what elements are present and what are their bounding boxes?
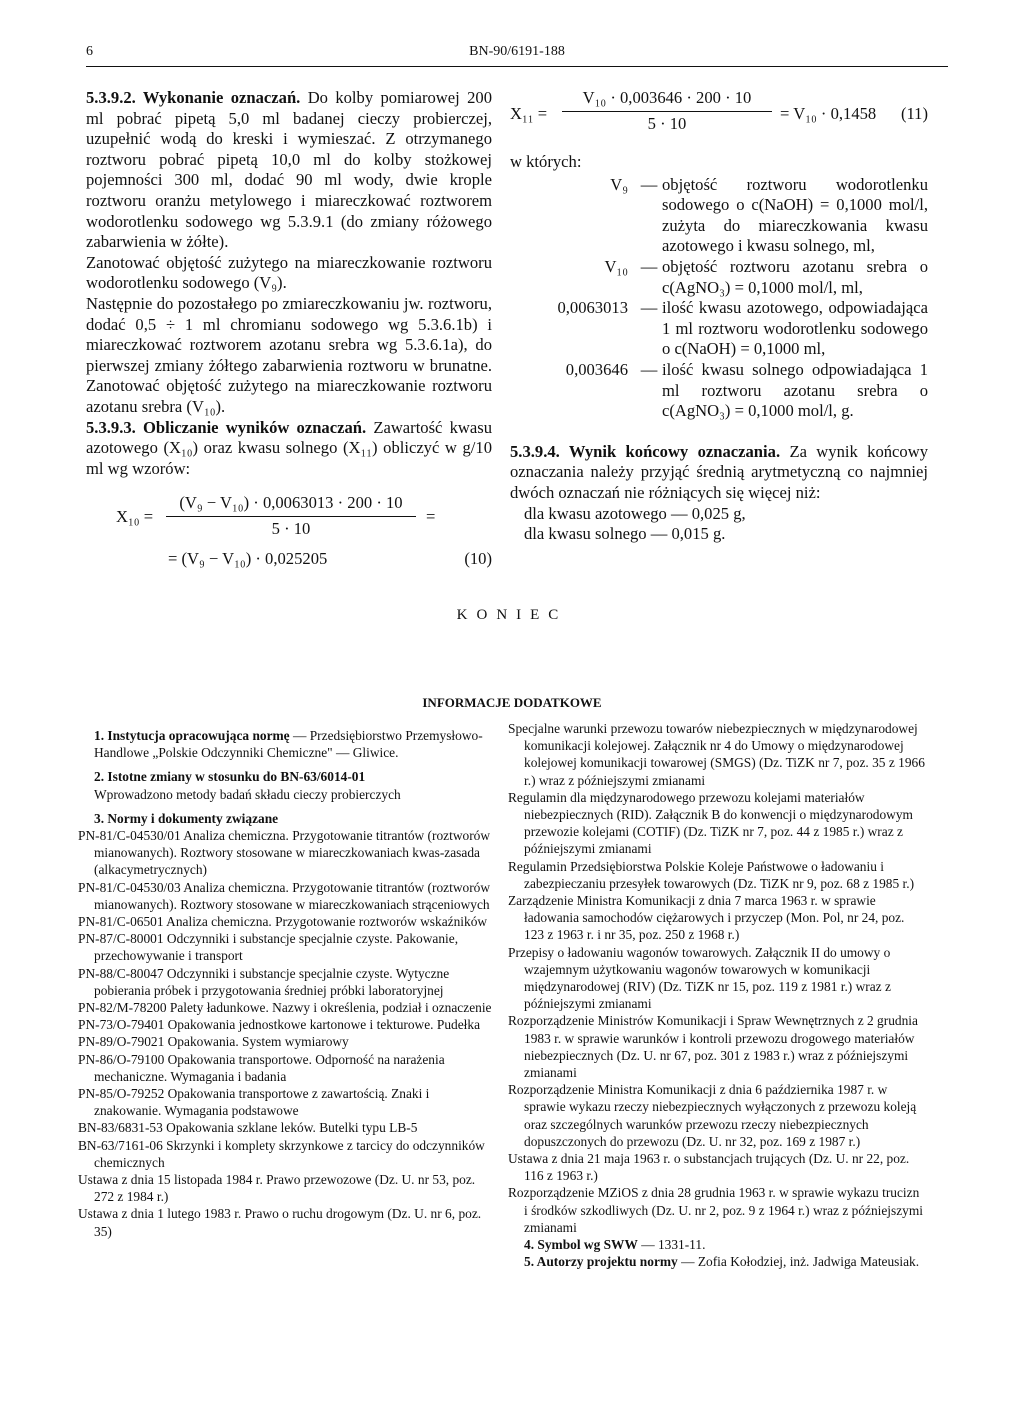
related-documents-right xyxy=(508,720,926,1236)
list-item: Ustawa z dnia 1 lutego 1983 r. Prawo o ruchu drogowym (Dz. U. nr 6, poz. 35) xyxy=(78,1206,482,1239)
list-item: PN-82/M-78200 Palety ładunkowe. Nazwy i określenia, podział i oznaczenie xyxy=(78,1000,492,1016)
left-column xyxy=(86,88,492,573)
related-documents-left xyxy=(78,827,496,1240)
list-item: PN-88/C-80047 Odczynniki i substancje specjalnie czyste. Wytyczne pobierania próbek i przygotowania średniej próbki laboratoryjnej xyxy=(78,965,450,998)
list-item: Rozporządzenie Ministrów Komunikacji i Spraw Wewnętrznych z 2 grudnia 1983 r. w sprawie warunków i kontroli przewozu drogowego materiałów niebezpiecznych (Dz. U. nr 67, poz. 301 z 1983 r.) wraz z późniejszymi zmianami xyxy=(508,1013,918,1081)
formula-10-equals: = xyxy=(426,507,436,527)
formula-11-denominator: 5 · 10 xyxy=(647,113,687,133)
list-item: PN-81/C-04530/03 Analiza chemiczna. Przygotowanie titrantów (roztworów mianowanych). Roztwory stosowane w miareczkowaniach strąceniowych xyxy=(78,879,491,912)
formula-10-numerator: (V₉ − V₁₀) · 0,0063013 · 200 · 10 xyxy=(166,493,416,517)
info-heading: INFORMACJE DODATKOWE xyxy=(422,695,602,710)
limit-nitric: dla kwasu azotowego — 0,025 g, xyxy=(524,503,746,523)
variable-description: ilość kwasu solnego odpowiadająca 1 ml roztworu azotanu srebra o c(AgNO₃) = 0,1000 mol/l, g. xyxy=(662,359,928,421)
document-code: BN-90/6191-188 xyxy=(469,44,565,59)
right-column xyxy=(510,88,928,545)
variable-row xyxy=(510,360,928,422)
info-item-3-title xyxy=(78,810,496,827)
paragraph-v10: Następnie do pozostałego po zmiareczkowaniu jw. roztworu, dodać 0,5 ÷ 1 ml chromianu sodowego wg 5.3.6.1b) i miareczkować roztworem azotanu srebra wg 5.3.6.1a), do pierwszej zmiany żółtego zabarwienia roztworu w brunatne. Zanotować objętość zużytego na miareczkowanie roztworu azotanu srebra (V₁₀). xyxy=(86,293,492,416)
list-item: Regulamin Przedsiębiorstwa Polskie Koleje Państwowe o ładowaniu i zabezpieczaniu przesyłek towarowych (Dz. TiZK nr 9, poz. 68 z 1985 r.) xyxy=(508,858,915,891)
page-header xyxy=(86,42,948,67)
section-5393-title: 5.3.9.3. Obliczanie wyników oznaczań. xyxy=(86,417,367,437)
section-5393 xyxy=(86,418,492,480)
list-item: Zarządzenie Ministra Komunikacji z dnia 7 marca 1963 r. w sprawie ładowania samochodów ciężarowych i przyczep (Mon. Pol, nr 24, poz. 123 z 1963 r. i nr 35, poz. 250 z 1968 r.) xyxy=(508,893,905,943)
list-item: PN-87/C-80001 Odczynniki i substancje specjalnie czyste. Pakowanie, przechowywanie i transport xyxy=(78,931,459,964)
formula-10-lhs: X₁₀ = xyxy=(116,507,154,527)
list-item: PN-86/O-79100 Opakowania transportowe. Odporność na narażenia mechaniczne. Wymagania i badania xyxy=(78,1051,445,1084)
info-item-2-title: 2. Istotne zmiany w stosunku do BN-63/6014-01 xyxy=(94,769,366,785)
section-5394 xyxy=(510,442,928,504)
page-number: 6 xyxy=(86,44,93,59)
list-item: Przepisy o ładowaniu wagonów towarowych. Załącznik II do umowy o wzajemnym użytkowaniu wagonów towarowych w komunikacji międzynarodowej (RIV) (Dz. TiZK nr 15, poz. 119 z 1981 r.) wraz z późniejszymi zmianami xyxy=(508,944,891,1012)
variable-row xyxy=(510,257,928,298)
section-5393-text: Zawartość kwasu azotowego (X₁₀) oraz kwasu solnego (X₁₁) obliczyć w g/10 ml wg wzorów: xyxy=(86,417,492,478)
info-item-1-text: — Przedsiębiorstwo Przemysłowo-Handlowe „Polskie Odczynniki Chemiczne" — Gliwice. xyxy=(94,728,483,761)
end-marker: KONIEC xyxy=(456,607,568,623)
formula-11 xyxy=(510,88,928,140)
section-5392-text: Do kolby pomiarowej 200 ml pobrać pipetą 5,0 ml badanej cieczy probierczej, uzupełnić wodą do kreski i wymieszać. Z otrzymanego roztworu pobrać pipetą 10,0 ml do kolby stożkowej pojemności 300 ml, dodać 90 ml wody, dwie krople roztworu oranżu metylowego i miareczkować roztworem wodorotlenku sodowego wg 5.3.9.1 (do zmiany różowego zabarwienia w żółte). xyxy=(86,88,492,252)
variable-description: ilość kwasu azotowego, odpowiadająca 1 ml roztworu wodorotlenku sodowego o c(NaOH) = 0,1000 ml, xyxy=(662,298,928,359)
formula-11-tag: (11) xyxy=(900,104,928,123)
where-label: w których: xyxy=(510,152,582,171)
list-item: PN-89/O-79021 Opakowania. System wymiarowy xyxy=(78,1034,349,1050)
paragraph-v9: Zanotować objętość zużytego na miareczkowanie roztworu wodorotlenku sodowego (V₉). xyxy=(86,252,492,293)
variable-symbol: V₉ xyxy=(610,174,628,194)
list-item: BN-83/6831-53 Opakowania szklane leków. Butelki typu LB-5 xyxy=(78,1120,418,1136)
variable-dash: — xyxy=(640,359,658,379)
formula-11-fraction xyxy=(562,88,772,134)
info-item-2 xyxy=(78,768,496,802)
formula-10-tag: (10) xyxy=(464,549,492,569)
list-item: BN-63/7161-06 Skrzynki i komplety skrzynkowe z tarcicy do odczynników chemicznych xyxy=(78,1137,485,1170)
limit-hydrochloric: dla kwasu solnego — 0,015 g. xyxy=(524,524,726,544)
variable-symbol: V₁₀ xyxy=(604,256,628,276)
list-item: Specjalne warunki przewozu towarów niebezpiecznych w międzynarodowej komunikacji kolejowej. Załącznik nr 4 do Umowy o międzynarodowej kolejowej komunikacji towarowej (SMGS) (Dz. TiZK nr 7, poz. 35 z 1966 r.) wraz z późniejszymi zmianami xyxy=(508,721,925,788)
info-right-column xyxy=(508,720,926,1271)
list-item: Rozporządzenie MZiOS z dnia 28 grudnia 1963 r. w sprawie wykazu trucizn i środków szkodliwych (Dz. U. nr 2, poz. 9 z 1964 r.) wraz z późniejszymi zmianami xyxy=(508,1185,924,1235)
info-item-4-text: — 1331-11. xyxy=(641,1237,706,1253)
variable-row xyxy=(510,298,928,360)
info-item-3-heading: 3. Normy i dokumenty związane xyxy=(94,810,279,826)
list-item: Regulamin dla międzynarodowego przewozu kolejami materiałów niebezpiecznych (RID). Załącznik B do konwencji o międzynarodowym przewozie kolejami (COTIF) (Dz. TiZK nr 7, poz. 44 z 1985 r.) wraz z późniejszymi zmianami xyxy=(508,789,913,857)
formula-10 xyxy=(86,493,492,541)
section-5392 xyxy=(86,88,492,253)
formula-10-line2 xyxy=(86,549,492,573)
formula-10-result: = (V₉ − V₁₀) · 0,025205 xyxy=(168,549,328,569)
info-item-5-title: 5. Autorzy projektu normy xyxy=(524,1254,678,1270)
variable-dash: — xyxy=(640,256,658,276)
variable-symbol: 0,0063013 xyxy=(557,298,628,318)
info-item-4-title: 4. Symbol wg SWW xyxy=(524,1237,638,1253)
info-item-2-text: Wprowadzono metody badań składu cieczy probierczych xyxy=(94,786,401,802)
variable-dash: — xyxy=(640,298,658,318)
info-item-1 xyxy=(78,727,496,761)
section-5392-title: 5.3.9.2. Wykonanie oznaczań. xyxy=(86,88,301,107)
list-item: PN-73/O-79401 Opakowania jednostkowe kartonowe i tekturowe. Pudełka xyxy=(78,1017,481,1033)
info-item-1-title: 1. Instytucja opracowująca normę xyxy=(94,728,290,743)
formula-10-denominator: 5 · 10 xyxy=(271,518,311,538)
variable-symbol: 0,003646 xyxy=(565,359,628,379)
formula-11-numerator: V₁₀ · 0,003646 · 200 · 10 xyxy=(562,88,772,112)
info-item-5-text: — Zofia Kołodziej, inż. Jadwiga Mateusiak. xyxy=(681,1254,920,1270)
variable-description: objętość roztworu wodorotlenku sodowego o c(NaOH) = 0,1000 mol/l, zużyta do miareczkowania kwasu azotowego i kwasu solnego, ml, xyxy=(662,174,928,256)
variable-row xyxy=(510,175,928,257)
list-item: PN-81/C-04530/01 Analiza chemiczna. Przygotowanie titrantów (roztworów mianowanych). Roztwory stosowane w miareczkowaniach kwas-zasada (alkacymetrycznych) xyxy=(78,828,491,878)
section-5394-text: Za wynik końcowy oznaczania należy przyjąć średnią arytmetyczną co najmniej dwóch oznaczań nie różniących się więcej niż: xyxy=(510,441,928,502)
formula-11-lhs: X₁₁ = xyxy=(510,104,548,123)
section-5394-title: 5.3.9.4. Wynik końcowy oznaczania. xyxy=(510,441,781,461)
info-item-5 xyxy=(508,1253,926,1270)
variable-dash: — xyxy=(640,174,658,194)
list-item: PN-81/C-06501 Analiza chemiczna. Przygotowanie roztworów wskaźników xyxy=(78,914,488,930)
variable-definitions xyxy=(510,175,928,422)
formula-11-result: = V₁₀ · 0,1458 xyxy=(780,104,877,123)
variable-description: objętość roztworu azotanu srebra o c(AgNO₃) = 0,1000 mol/l, ml, xyxy=(662,256,928,297)
list-item: Ustawa z dnia 21 maja 1963 r. o substancjach trujących (Dz. U. nr 22, poz. 116 z 1963 r.) xyxy=(508,1151,910,1184)
info-item-4 xyxy=(508,1236,926,1253)
list-item: Ustawa z dnia 15 listopada 1984 r. Prawo przewozowe (Dz. U. nr 53, poz. 272 z 1984 r.) xyxy=(78,1172,476,1205)
list-item: Rozporządzenie Ministra Komunikacji z dnia 6 października 1987 r. w sprawie wykazu rzeczy niebezpiecznych wyłączonych z przewozu koleją oraz szczególnych warunków przewozu rzeczy niebezpiecznych dopuszczonych do przewozu (Dz. U. nr 32, poz. 169 z 1987 r.) xyxy=(508,1082,917,1149)
info-left-column xyxy=(78,720,496,1240)
list-item: PN-85/O-79252 Opakowania transportowe z zawartością. Znaki i znakowanie. Wymagania podstawowe xyxy=(78,1086,430,1119)
formula-10-fraction xyxy=(166,493,416,539)
